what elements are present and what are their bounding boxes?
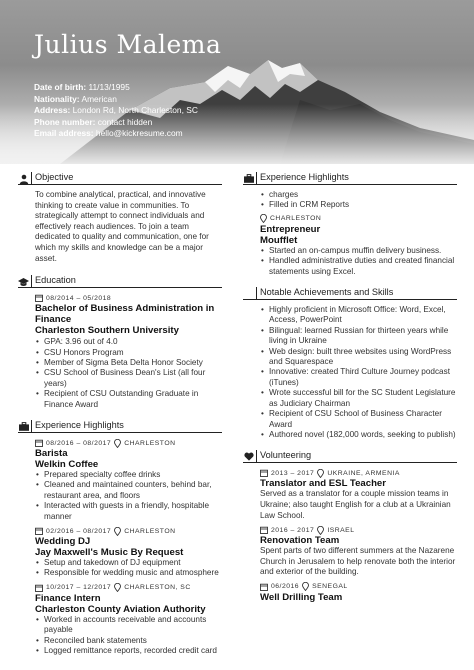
email-link[interactable]: hello@kickresume.com [95,128,183,139]
info-row-phone [34,117,198,129]
list-item: • Started an on-campus muffin delivery business. [260,246,457,256]
divider [31,420,32,432]
section-header-achievements [243,287,457,301]
list-item: • Highly proficient in Microsoft Office: Word, Excel, Access, PowerPoint [260,305,457,326]
job-meta [35,526,222,536]
education-entry [18,293,222,410]
person-icon [18,173,29,184]
list-item: • Reconciled bank statements [35,636,222,646]
achievements-bullets [243,305,457,440]
volunteer-text: Served as a translator for a couple mission teams in Ukraine; also taught English for a club at a Ukrainian Law School. [260,489,451,520]
job-title: Wedding DJ [35,536,91,548]
volunteer-meta [260,468,457,478]
job-entry [18,583,222,657]
volunteer-location: SENEGAL [312,583,348,591]
calendar-icon [260,526,268,534]
volunteer-title: Well Drilling Team [260,591,343,603]
job-entry [243,214,457,277]
volunteer-meta [260,582,457,592]
briefcase-icon [18,421,29,432]
divider [31,275,32,287]
list-item: • CSU School of Business Dean's List (all four years) [35,368,222,389]
location-pin-icon [302,582,309,591]
job-location: CHARLESTON [124,439,176,447]
info-key: Date of birth: [34,82,87,92]
info-value: London Rd, North Charleston, SC [72,105,198,116]
job-date: 08/2016 – 08/2017 [46,439,112,447]
volunteer-meta [260,525,457,535]
list-item: • Wrote successful bill for the SC Student Legislature as Judiciary Chairman [260,388,457,409]
section-title: Experience Highlights [35,420,124,430]
job-bullets [35,615,222,657]
job-entry [18,526,222,579]
list-item: • Logged remittance reports, recorded credit card [35,646,222,656]
company-name: Jay Maxwell's Music By Request [35,547,184,559]
calendar-icon [260,583,268,591]
location-pin-icon [260,214,267,223]
location-pin-icon [114,527,121,536]
section-title: Notable Achievements and Skills [260,287,394,298]
calendar-icon [260,469,268,477]
list-item: • Worked in accounts receivable and accounts payable [35,615,222,636]
divider [31,172,32,184]
job-bullets [260,246,457,277]
divider [18,287,222,288]
list-item: • CSU Honors Program [35,348,222,358]
education-bullets [35,337,222,410]
objective-text: To combine analytical, practical, and innovative thinking to create value in communities. To strategically attempt to connect individuals and effectively reach audiences. To join a team dedicated to quality and communication, one for which my skills and knowledge can be a major asset. [35,190,209,263]
job-meta [35,583,222,593]
volunteer-date: 2016 – 2017 [271,526,315,534]
list-item: • Interacted with guests in a friendly, hospitable manner [35,501,222,522]
list-item: • Setup and takedown of DJ equipment [35,558,222,568]
job-location: CHARLESTON, SC [124,584,191,592]
candidate-name: Julius Malema [34,30,222,59]
calendar-icon [35,584,43,592]
job-date: 02/2016 – 08/2017 [46,527,112,535]
job-meta [260,214,457,224]
volunteer-date: 2013 – 2017 [271,469,315,477]
divider [256,287,257,299]
list-item: • Recipient of CSU Outstanding Graduate in Finance Award [35,389,222,410]
info-value: contact hidden [97,116,153,127]
personal-info [34,82,198,140]
section-title: Experience Highlights [260,172,349,182]
divider [243,184,457,185]
volunteer-text: Spent parts of two different summers at the Nazarene Church in Jerusalem to help renovate both the interior and exterior of the building. [260,546,456,577]
calendar-icon [35,527,43,535]
volunteer-entry [243,468,457,521]
info-key: Email address: [34,128,94,139]
list-item: • Member of Sigma Beta Delta Honor Society [35,358,222,368]
job-meta [35,438,222,448]
info-key: Nationality: [34,93,80,104]
list-item: • Filled in CRM Reports [260,200,457,210]
info-key: Phone number: [34,116,96,127]
divider [256,450,257,462]
section-title: Education [35,275,76,286]
divider [243,299,457,300]
job-bullets [35,558,222,579]
info-key: Address: [34,105,71,116]
job-location: CHARLESTON [270,215,322,223]
job-bullets [35,470,222,522]
job-entry [18,438,222,522]
company-name: Welkin Coffee [35,459,99,470]
job-title: Finance Intern [35,592,101,604]
list-item: • GPA: 3.96 out of 4.0 [35,337,222,347]
section-header-objective [18,172,222,186]
list-item: • Responsible for wedding music and atmosphere [35,568,222,578]
section-header-experience-continued [243,172,457,186]
degree-title: Bachelor of Business Administration in Finance [35,303,215,326]
heart-icon [243,451,254,462]
info-value: American [81,93,117,104]
job-location: CHARLESTON [124,527,176,535]
list-item: • Bilingual: learned Russian for thirteen years while living in Ukraine [260,326,457,347]
list-item: • Cleaned and maintained counters, behind bar, restaurant area, and floors [35,480,222,501]
list-item: • Innovative: created Third Culture Journey podcast (iTunes) [260,367,457,388]
divider [18,432,222,433]
right-column [243,172,457,603]
volunteer-date: 06/2016 [271,583,300,591]
briefcase-icon [243,173,254,184]
info-value: 11/13/1995 [88,82,130,92]
list-item: • Handled administrative duties and created financial statements using Excel. [260,256,457,277]
volunteer-title: Renovation Team [260,535,340,547]
education-meta [35,293,222,303]
info-row-email [34,128,198,140]
left-column [18,172,222,656]
company-name: Charleston County Aviation Authority [35,603,206,615]
volunteer-entry [243,582,457,603]
job-title: Entrepreneur [260,223,321,235]
job-title: Barista [35,448,68,459]
calendar-icon [35,294,43,302]
section-title: Objective [35,172,74,182]
divider [256,172,257,184]
header-banner [0,0,474,164]
school-name: Charleston Southern University [35,325,179,337]
education-date: 08/2014 – 05/2018 [46,294,112,302]
list-item: • Web design: built three websites using WordPress and Squarespace [260,347,457,368]
volunteer-entry [243,525,457,578]
volunteer-location: ISRAEL [327,526,355,534]
continued-bullets [243,190,457,211]
calendar-icon [35,439,43,447]
list-item: • Prepared specialty coffee drinks [35,470,222,480]
section-header-education [18,275,222,289]
section-header-experience [18,420,222,434]
list-item: • charges [260,190,457,200]
volunteer-title: Translator and ESL Teacher [260,478,387,490]
list-item: • Authored novel (182,000 words, seeking to publish) [260,430,457,440]
section-header-volunteering [243,450,457,464]
location-pin-icon [114,439,121,448]
location-pin-icon [317,469,324,478]
location-pin-icon [317,526,324,535]
company-name: Moufflet [260,234,298,246]
volunteer-location: UKRAINE, ARMENIA [327,469,400,477]
info-row-dob [34,82,198,94]
graduation-cap-icon [18,276,29,287]
divider [18,184,222,185]
location-pin-icon [114,583,121,592]
list-item: • Recipient of CSU School of Business Character Award [260,409,457,430]
divider [243,462,457,463]
section-title: Volunteering [260,450,312,461]
info-row-address [34,105,198,117]
info-row-nationality [34,94,198,106]
job-date: 10/2017 – 12/2017 [46,584,112,592]
